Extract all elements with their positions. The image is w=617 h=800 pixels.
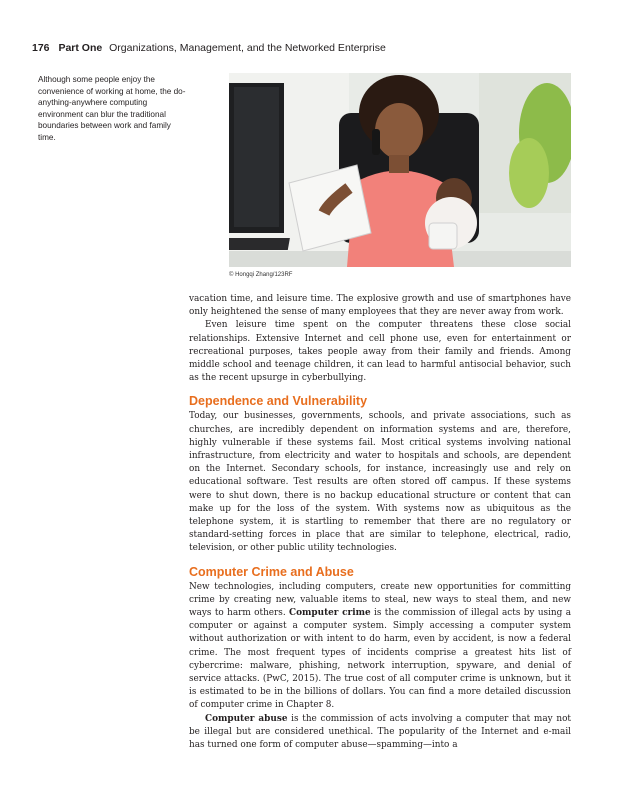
key-term: Computer abuse — [205, 713, 288, 724]
figure-caption: Although some people enjoy the convenience of working at home, the do-anything-anywhere computing environment can blur the traditional boundaries between work and family time. — [38, 75, 186, 142]
paragraph — [189, 713, 571, 753]
paragraph-text: is the commission of acts involving a computer that may not be illegal but are considered unethical. The popularity of the Internet and e-mail has turned one form of computer abuse—spamming—into a — [189, 713, 571, 751]
paragraph: Even leisure time spent on the computer threatens these close social relationships. Extensive Internet and cell phone use, even for entertainment or recreational purposes, takes people away from their family and friends. Among middle school and teenage children, it can lead to harmful antisocial behavior, such as the recent upsurge in cyberbullying. — [189, 320, 571, 384]
photo-credit: © Hongqi Zhang/123RF — [229, 272, 293, 278]
photo-illustration — [229, 73, 571, 267]
paragraph-text: is the commission of illegal acts by using a computer or against a computer system. Simply accessing a computer system without authorization or with intent to do harm, even by accident, is now a federal crime. The most frequent types of incidents comprise a greatest hits list of cybercrime: malware, phishing, network interruption, spyware, and denial of service attacks. (PwC, 2015). The true cost of all computer crime is unknown, but it is estimated to be in the billions of dollars. You can find a more detailed discussion of computer crime in Chapter 8. — [189, 608, 571, 711]
figure-photo — [229, 73, 571, 267]
paragraph: Today, our businesses, governments, schools, and private associations, such as churches, are incredibly dependent on information systems and are, therefore, highly vulnerable if these systems fail. Most critical systems involving national infrastructure, from electricity and water to hospitals and schools, are dependent on the Internet. Secondary schools, for instance, increasingly use and rely on educational software. Test results are often stored off campus. If these systems were to shut down, there is no backup educational structure or content that can make up for the loss of the system. With systems now as ubiquitous as the telephone system, it is startling to remember that there are no regulatory or standard-setting forces in place that are similar to telephone, electrical, radio, television, or other public utility technologies. — [189, 411, 571, 554]
header-title: Organizations, Management, and the Networked Enterprise — [109, 42, 386, 54]
running-header — [32, 42, 592, 54]
paragraph — [189, 581, 571, 713]
section-heading: Dependence and Vulnerability — [189, 394, 368, 409]
part-label: Part One — [58, 42, 103, 54]
section-heading: Computer Crime and Abuse — [189, 564, 354, 579]
paragraph: vacation time, and leisure time. The explosive growth and use of smartphones have only heightened the sense of many employees that they are never away from work. — [189, 294, 571, 318]
paragraph-text: New technologies, including computers, create new opportunities for committing crime by creating new, valuable items to steal, new ways to steal them, and new ways to harm others. — [189, 581, 571, 619]
key-term: Computer crime — [289, 608, 371, 619]
page-number: 176 — [32, 42, 50, 54]
body-text — [189, 293, 571, 752]
